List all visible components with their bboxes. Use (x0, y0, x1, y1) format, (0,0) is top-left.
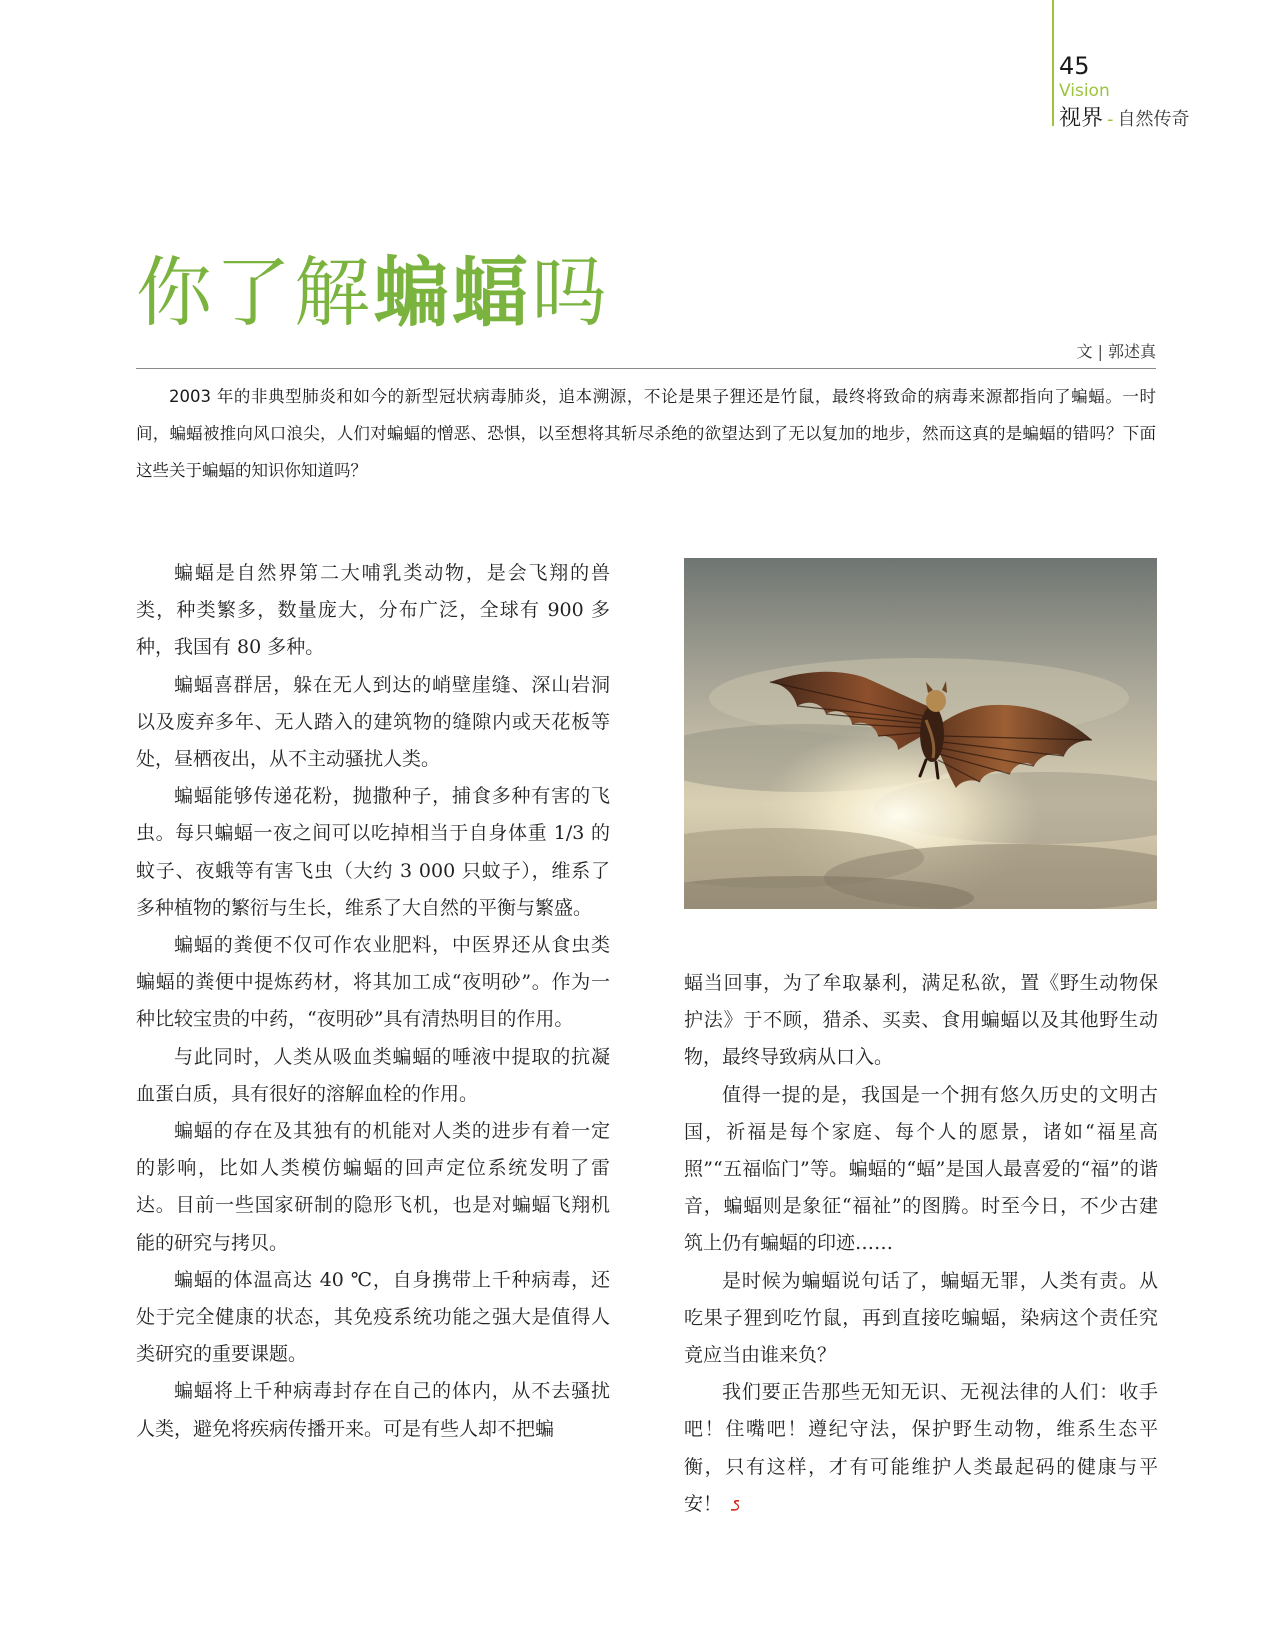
section-heading (1059, 101, 1190, 132)
body-paragraph: 蝙蝠的体温高达 40 ℃，自身携带上千种病毒，还处于完全健康的状态，其免疫系统功能之强大是值得人类研究的重要课题。 (136, 1268, 610, 1366)
intro-paragraph: 2003 年的非典型肺炎和如今的新型冠状病毒肺炎，追本溯源，不论是果子狸还是竹鼠，最终将致命的病毒来源都指向了蝙蝠。一时间，蝙蝠被推向风口浪尖，人们对蝙蝠的憎恶、恐惧，以至想将其斩尽杀绝的欲望达到了无以复加的地步，然而这真的是蝙蝠的错吗？下面这些关于蝙蝠的知识你知道吗？ (136, 387, 1156, 480)
header-divider (1052, 0, 1054, 126)
byline-separator: | (1097, 342, 1103, 361)
title-part-1: 你了解 (136, 248, 373, 337)
page-number: 45 (1059, 52, 1090, 80)
author-name: 郭述真 (1107, 342, 1156, 361)
final-paragraph-text: 我们要正告那些无知无识、无视法律的人们：收手吧！住嘴吧！遵纪守法，保护野生动物，维系生态平衡，只有这样，才有可能维护人类最起码的健康与平安！ (684, 1381, 1158, 1515)
body-paragraph: 是时候为蝙蝠说句话了，蝙蝠无罪，人类有责。从吃果子狸到吃竹鼠，再到直接吃蝙蝠，染病这个责任究竟应当由谁来负？ (684, 1269, 1158, 1367)
bat-photo (684, 558, 1157, 909)
title-part-2: 吗 (531, 248, 610, 337)
byline (1077, 339, 1156, 362)
body-paragraph: 蝙蝠将上千种病毒封存在自己的体内，从不去骚扰人类，避免将疾病传播开来。可是有些人却不把蝙 (136, 1380, 610, 1440)
bat-photo-illustration (684, 558, 1157, 909)
section-name-sub: 自然传奇 (1117, 109, 1190, 130)
byline-prefix: 文 (1076, 342, 1093, 361)
section-name-main: 视界 (1059, 106, 1104, 131)
body-paragraph: 蝙蝠的存在及其独有的机能对人类的进步有着一定的影响，比如人类模仿蝙蝠的回声定位系统发明了雷达。目前一些国家研制的隐形飞机，也是对蝙蝠飞翔机能的研究与拷贝。 (136, 1120, 610, 1254)
section-separator: - (1107, 109, 1114, 130)
body-paragraph: 蝙蝠是自然界第二大哺乳类动物，是会飞翔的兽类，种类繁多，数量庞大，分布广泛，全球有 900 多种，我国有 80 多种。 (136, 562, 610, 659)
body-paragraph: 值得一提的是，我国是一个拥有悠久历史的文明古国，祈福是每个家庭、每个人的愿景，诸如“福星高照”“五福临门”等。蝙蝠的“蝠”是国人最喜爱的“福”的谐音，蝙蝠则是象征“福祉”的图腾。时至今日，不少古建筑上仍有蝙蝠的印迹…… (684, 1083, 1158, 1255)
title-bold-part: 蝙蝠 (373, 248, 531, 337)
article-title (136, 248, 610, 337)
body-paragraph: 蝙蝠的粪便不仅可作农业肥料，中医界还从食虫类蝙蝠的粪便中提炼药材，将其加工成“夜明砂”。作为一种比较宝贵的中药，“夜明砂”具有清热明目的作用。 (136, 934, 610, 1031)
body-column-left (136, 555, 610, 1448)
body-paragraph: 与此同时，人类从吸血类蝙蝠的唾液中提取的抗凝血蛋白质，具有很好的溶解血栓的作用。 (136, 1045, 610, 1105)
body-paragraph-continued: 蝠当回事，为了牟取暴利，满足私欲，置《野生动物保护法》于不顾，猎杀、买卖、食用蝙蝠以及其他野生动物，最终导致病从口入。 (684, 972, 1158, 1069)
final-paragraph (684, 1374, 1158, 1523)
end-mark-icon (730, 1498, 740, 1511)
section-name-english: Vision (1059, 81, 1110, 101)
body-paragraph: 蝙蝠能够传递花粉，抛撒种子，捕食多种有害的飞虫。每只蝙蝠一夜之间可以吃掉相当于自身体重 1/3 的蚊子、夜蛾等有害飞虫（大约 3 000 只蚊子），维系了多种植物的繁衍与生长，维系了大自然的平衡与繁盛。 (136, 785, 610, 919)
body-paragraph: 蝙蝠喜群居，躲在无人到达的峭壁崖缝、深山岩洞以及废弃多年、无人踏入的建筑物的缝隙内或天花板等处，昼栖夜出，从不主动骚扰人类。 (136, 673, 610, 771)
title-divider (136, 368, 1156, 369)
body-column-right (684, 965, 1158, 1523)
